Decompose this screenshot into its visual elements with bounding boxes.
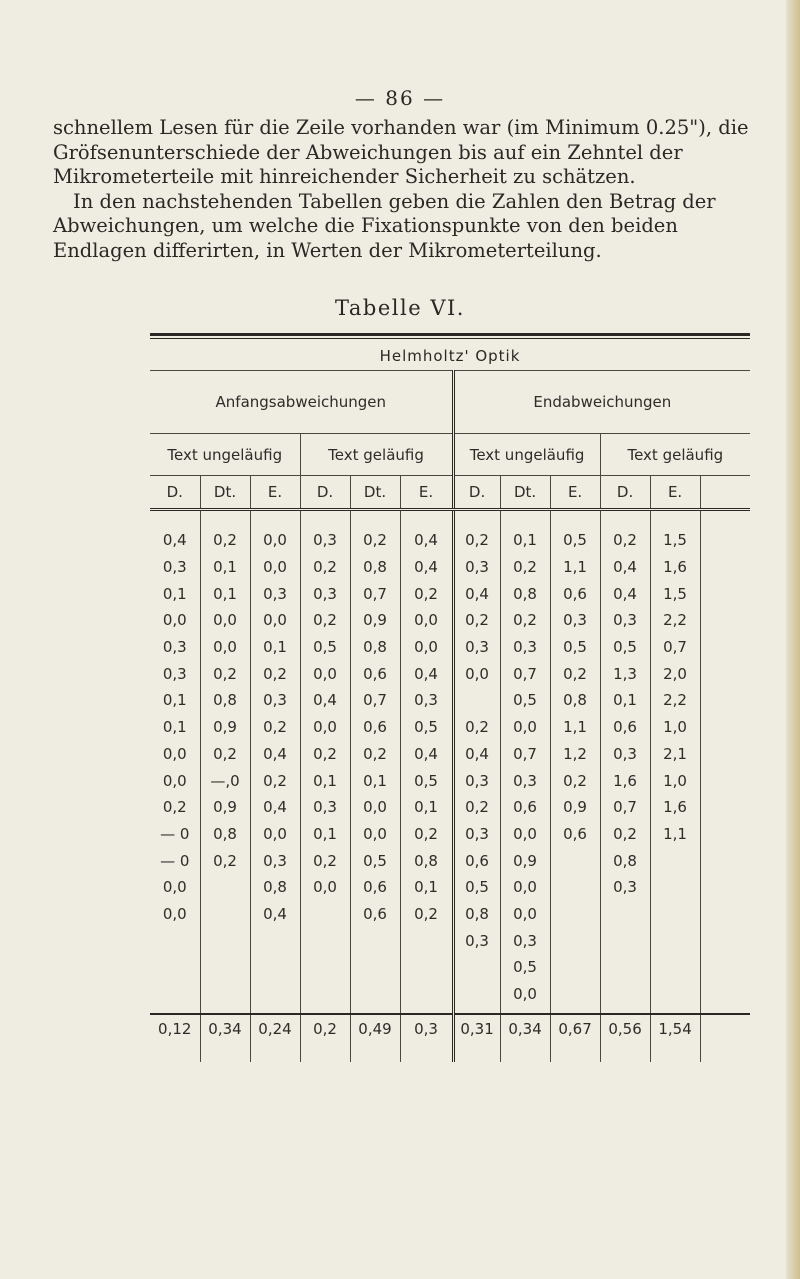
table-cell: 0,4 xyxy=(400,741,453,768)
table-cell xyxy=(650,874,700,901)
table-cell: 0,0 xyxy=(162,771,187,790)
total-cell: 0,2 xyxy=(300,1014,350,1062)
table-cell: 0,2 xyxy=(600,527,650,554)
total-cell: 0,67 xyxy=(550,1014,600,1062)
column-header: Dt. xyxy=(350,476,400,510)
table-cell: 0,8 xyxy=(500,580,550,607)
table-cell: 2,0 xyxy=(650,660,700,687)
table-cell: 0,3 xyxy=(162,664,187,683)
table-cell xyxy=(200,927,250,954)
table-cell: 0,7 xyxy=(600,794,650,821)
table-cell: 1,5 xyxy=(650,527,700,554)
table-cell: 0,0 xyxy=(500,874,550,901)
table-cell: 0,0 xyxy=(500,981,550,1008)
table-cell: 2,2 xyxy=(650,687,700,714)
table-cell xyxy=(700,847,750,874)
table-cell xyxy=(700,981,750,1008)
table-cell: 0,1 xyxy=(500,527,550,554)
subgroup-header-row xyxy=(150,434,750,476)
table-row xyxy=(150,660,750,687)
table-row xyxy=(150,794,750,821)
table-cell: 0,2 xyxy=(300,741,350,768)
column-header: D. xyxy=(150,476,200,510)
table-cell: 0,0 xyxy=(162,611,187,630)
column-header: D. xyxy=(300,476,350,510)
table-cell: 1,1 xyxy=(650,821,700,848)
table-row xyxy=(150,580,750,607)
table-cell: 0,4 xyxy=(250,901,300,928)
table-cell: 0,6 xyxy=(550,580,600,607)
table-cell: 0,5 xyxy=(600,634,650,661)
total-cell xyxy=(700,1014,750,1062)
data-table xyxy=(150,370,750,1062)
table-cell: 0,4 xyxy=(600,580,650,607)
table-cell: 0,2 xyxy=(550,660,600,687)
table-cell xyxy=(400,981,453,1008)
table-row xyxy=(150,554,750,581)
table-cell xyxy=(250,954,300,981)
table-cell: 0,8 xyxy=(550,687,600,714)
table-cell: 0,8 xyxy=(250,874,300,901)
table-cell: 0,0 xyxy=(400,607,453,634)
table-cell: 0,2 xyxy=(200,660,250,687)
table-row xyxy=(150,927,750,954)
table-cell: 0,6 xyxy=(350,874,400,901)
table-cell: 0,9 xyxy=(350,607,400,634)
column-header: E. xyxy=(400,476,453,510)
table-cell: 0,7 xyxy=(500,741,550,768)
table-cell: 0,9 xyxy=(200,794,250,821)
table-cell: 0,2 xyxy=(200,741,250,768)
table-cell: 2,1 xyxy=(650,741,700,768)
table-cell xyxy=(453,687,500,714)
subgroup-header: Text geläufig xyxy=(600,434,750,476)
table-cell xyxy=(700,741,750,768)
table-cell xyxy=(150,954,200,981)
total-cell: 0,56 xyxy=(600,1014,650,1062)
table-cell: 0,8 xyxy=(350,634,400,661)
table-cell: 0,0 xyxy=(400,634,453,661)
table-cell xyxy=(600,954,650,981)
table-cell xyxy=(650,901,700,928)
table-cell: 0,2 xyxy=(350,527,400,554)
table-cell: 0,4 xyxy=(600,554,650,581)
group-header-row xyxy=(150,371,750,434)
table-cell: 0,3 xyxy=(600,741,650,768)
table-cell: 0,0 xyxy=(453,660,500,687)
total-cell: 0,31 xyxy=(453,1014,500,1062)
paragraph: In den nachstehenden Tabellen geben die Zahlen den Betrag der Abweichungen, um welche die Fixationspunkte von den beiden Endlagen differirten, in Werten der Mikrometerteilung. xyxy=(53,189,716,262)
table-cell: 0,0 xyxy=(350,794,400,821)
subgroup-header: Text ungeläufig xyxy=(150,434,300,476)
table-cell: 0,7 xyxy=(650,634,700,661)
table-cell: 0,0 xyxy=(162,878,187,897)
table-cell xyxy=(453,981,500,1008)
subgroup-header: Text ungeläufig xyxy=(453,434,600,476)
table-cell xyxy=(453,954,500,981)
column-header xyxy=(700,476,750,510)
table-cell: 0,6 xyxy=(350,660,400,687)
table-cell: 0,3 xyxy=(300,527,350,554)
table-cell: 0,8 xyxy=(200,821,250,848)
body-text xyxy=(53,116,753,263)
table-cell xyxy=(200,874,250,901)
table-cell: 0,2 xyxy=(400,901,453,928)
table-cell xyxy=(350,981,400,1008)
table-cell: 0,0 xyxy=(350,821,400,848)
total-cell: 0,12 xyxy=(150,1014,200,1062)
table-cell xyxy=(300,981,350,1008)
table-cell xyxy=(700,767,750,794)
table-cell: 0,2 xyxy=(300,847,350,874)
table-heading: Helmholtz' Optik xyxy=(379,347,521,365)
table-title: Tabelle VI. xyxy=(335,296,465,320)
table-cell: 0,3 xyxy=(250,580,300,607)
table-cell: 0,1 xyxy=(300,767,350,794)
table-cell: 0,3 xyxy=(250,687,300,714)
column-header: E. xyxy=(650,476,700,510)
table-cell xyxy=(700,634,750,661)
table-cell xyxy=(200,901,250,928)
table-cell: 0,3 xyxy=(453,554,500,581)
table-cell: 0,3 xyxy=(453,767,500,794)
table-cell: 0,2 xyxy=(400,580,453,607)
table-cell: 0,3 xyxy=(550,607,600,634)
table-cell: 0,9 xyxy=(200,714,250,741)
table-cell: 1,2 xyxy=(550,741,600,768)
table-cell xyxy=(550,954,600,981)
table-cell xyxy=(550,981,600,1008)
table-cell: 0,4 xyxy=(400,554,453,581)
table-cell xyxy=(700,714,750,741)
table-cell: — 0 xyxy=(160,851,190,870)
table-cell xyxy=(650,927,700,954)
table-cell: 0,5 xyxy=(500,687,550,714)
table-row xyxy=(150,901,750,928)
table-cell: 0,5 xyxy=(500,954,550,981)
page-edge xyxy=(786,0,800,1279)
table-cell: 0,0 xyxy=(300,714,350,741)
table-cell xyxy=(650,847,700,874)
table-cell xyxy=(350,954,400,981)
table-cell: —,0 xyxy=(200,767,250,794)
table-cell xyxy=(200,954,250,981)
table-cell: 0,3 xyxy=(300,580,350,607)
table-cell: 0,1 xyxy=(400,874,453,901)
table-cell xyxy=(700,554,750,581)
table-cell xyxy=(150,927,200,954)
table-cell: 0,5 xyxy=(350,847,400,874)
table-cell xyxy=(550,927,600,954)
table-cell: 0,0 xyxy=(200,634,250,661)
spacer-row xyxy=(150,510,750,528)
table-cell: 1,1 xyxy=(550,714,600,741)
table-row xyxy=(150,954,750,981)
table-cell: 0,4 xyxy=(250,741,300,768)
table-cell: 0,8 xyxy=(200,687,250,714)
table-cell: 0,8 xyxy=(350,554,400,581)
table-cell xyxy=(400,954,453,981)
table-cell xyxy=(150,981,200,1008)
totals-row xyxy=(150,1014,750,1062)
table-cell xyxy=(250,981,300,1008)
table-cell: — 0 xyxy=(160,824,190,843)
table-cell: 0,7 xyxy=(350,687,400,714)
table-cell xyxy=(700,527,750,554)
table-cell: 1,5 xyxy=(650,580,700,607)
table-cell: 0,3 xyxy=(500,927,550,954)
table-cell: 0,3 xyxy=(500,634,550,661)
table-cell: 0,1 xyxy=(300,821,350,848)
total-cell: 0,3 xyxy=(400,1014,453,1062)
table-cell: 0,6 xyxy=(453,847,500,874)
table-cell: 1,6 xyxy=(650,794,700,821)
table-cell xyxy=(700,580,750,607)
subgroup-header: Text geläufig xyxy=(300,434,453,476)
table-row xyxy=(150,847,750,874)
column-header: E. xyxy=(550,476,600,510)
table-cell: 0,2 xyxy=(550,767,600,794)
table-cell: 1,0 xyxy=(650,714,700,741)
table-cell: 0,4 xyxy=(400,527,453,554)
column-header-row xyxy=(150,476,750,510)
table-cell: 0,0 xyxy=(500,901,550,928)
table-cell xyxy=(650,981,700,1008)
table-cell: 0,0 xyxy=(250,607,300,634)
total-cell: 0,34 xyxy=(500,1014,550,1062)
table-cell xyxy=(350,927,400,954)
table-cell xyxy=(700,794,750,821)
table-cell: 0,1 xyxy=(162,691,187,710)
table-cell: 0,3 xyxy=(600,874,650,901)
table-cell: 1,1 xyxy=(550,554,600,581)
table-cell: 0,2 xyxy=(350,741,400,768)
total-cell: 0,34 xyxy=(200,1014,250,1062)
table-cell xyxy=(700,874,750,901)
table-cell: 0,0 xyxy=(300,660,350,687)
table-cell: 0,4 xyxy=(453,580,500,607)
table-cell: 0,2 xyxy=(300,554,350,581)
table-cell: 2,2 xyxy=(650,607,700,634)
table-row xyxy=(150,874,750,901)
column-header: Dt. xyxy=(200,476,250,510)
table-cell: 0,4 xyxy=(453,741,500,768)
table-cell xyxy=(700,954,750,981)
table-cell: 0,0 xyxy=(300,874,350,901)
table-body xyxy=(150,510,750,1063)
table-cell: 0,1 xyxy=(400,794,453,821)
table-cell xyxy=(600,981,650,1008)
table-cell: 0,3 xyxy=(162,638,187,657)
table-cell: 0,1 xyxy=(350,767,400,794)
table-row xyxy=(150,741,750,768)
table-cell: 0,2 xyxy=(500,554,550,581)
table-cell xyxy=(700,821,750,848)
table-row xyxy=(150,687,750,714)
table-cell: 0,3 xyxy=(250,847,300,874)
table-cell: 0,0 xyxy=(162,904,187,923)
table-cell: 0,0 xyxy=(500,714,550,741)
total-cell: 0,24 xyxy=(250,1014,300,1062)
column-header: D. xyxy=(600,476,650,510)
table-cell: 0,8 xyxy=(400,847,453,874)
table-cell: 0,0 xyxy=(200,607,250,634)
table-top-rule xyxy=(150,333,750,336)
table-cell: 0,4 xyxy=(300,687,350,714)
table-cell: 1,3 xyxy=(600,660,650,687)
table-row xyxy=(150,714,750,741)
table-cell: 0,8 xyxy=(453,901,500,928)
table-cell: 0,3 xyxy=(453,821,500,848)
table-cell: 0,7 xyxy=(350,580,400,607)
table-top-rule-thin xyxy=(150,338,750,339)
table-cell xyxy=(550,847,600,874)
table-cell: 0,4 xyxy=(162,531,187,550)
table-row xyxy=(150,981,750,1008)
table-cell xyxy=(700,660,750,687)
group-header: Anfangsabweichungen xyxy=(150,371,453,434)
table-cell: 0,0 xyxy=(250,554,300,581)
table-cell: 0,2 xyxy=(200,847,250,874)
table-cell: 0,6 xyxy=(500,794,550,821)
table-cell xyxy=(600,927,650,954)
table-cell: 0,0 xyxy=(162,744,187,763)
table-row xyxy=(150,634,750,661)
table-cell: 0,3 xyxy=(453,634,500,661)
table-cell: 0,5 xyxy=(550,527,600,554)
table-cell xyxy=(700,687,750,714)
table-cell: 0,3 xyxy=(500,767,550,794)
table-cell xyxy=(400,927,453,954)
table-cell: 0,2 xyxy=(250,660,300,687)
table-cell: 0,6 xyxy=(550,821,600,848)
table-cell: 0,2 xyxy=(400,821,453,848)
page-number: — 86 — xyxy=(354,86,446,110)
table-cell: 0,0 xyxy=(500,821,550,848)
table-cell: 0,8 xyxy=(600,847,650,874)
table-cell: 0,9 xyxy=(500,847,550,874)
table-cell xyxy=(700,927,750,954)
table-cell: 0,3 xyxy=(400,687,453,714)
table-cell: 0,2 xyxy=(600,821,650,848)
table-cell: 1,6 xyxy=(650,554,700,581)
table-cell: 0,4 xyxy=(400,660,453,687)
table-row xyxy=(150,527,750,554)
group-header: Endabweichungen xyxy=(453,371,750,434)
table-cell xyxy=(600,901,650,928)
table-cell: 0,6 xyxy=(350,901,400,928)
table-cell: 0,2 xyxy=(453,714,500,741)
table-cell xyxy=(550,901,600,928)
table-cell: 0,4 xyxy=(250,794,300,821)
table-cell xyxy=(300,901,350,928)
column-header: E. xyxy=(250,476,300,510)
table-cell xyxy=(700,901,750,928)
table-cell: 0,2 xyxy=(250,767,300,794)
table-cell: 0,2 xyxy=(453,527,500,554)
table-cell xyxy=(250,927,300,954)
table-cell: 0,0 xyxy=(250,527,300,554)
table-cell: 0,3 xyxy=(300,794,350,821)
table-cell xyxy=(200,981,250,1008)
table-cell: 0,1 xyxy=(162,584,187,603)
table-row xyxy=(150,821,750,848)
table-cell: 0,5 xyxy=(400,767,453,794)
table-cell: 0,6 xyxy=(350,714,400,741)
table-cell: 0,3 xyxy=(162,558,187,577)
table-cell: 0,2 xyxy=(300,607,350,634)
table-cell: 0,2 xyxy=(200,527,250,554)
spacer-row xyxy=(150,1007,750,1014)
table-cell: 0,2 xyxy=(250,714,300,741)
table-cell: 0,1 xyxy=(250,634,300,661)
table-cell: 1,6 xyxy=(600,767,650,794)
table-cell: 0,5 xyxy=(550,634,600,661)
table-cell: 0,2 xyxy=(500,607,550,634)
table-row xyxy=(150,607,750,634)
table-cell: 0,1 xyxy=(600,687,650,714)
paragraph: schnellem Lesen für die Zeile vorhanden war (im Minimum 0.25"), die Gröfsenunterschiede der Abweichungen bis auf ein Zehntel der Mikrometerteile mit hinreichender Sicherheit zu schätzen. xyxy=(53,116,749,188)
table-cell: 0,2 xyxy=(453,607,500,634)
table-cell: 0,9 xyxy=(550,794,600,821)
table-cell: 0,5 xyxy=(453,874,500,901)
table-cell xyxy=(300,954,350,981)
table-cell: 0,1 xyxy=(200,554,250,581)
table-cell xyxy=(550,874,600,901)
table-cell: 0,2 xyxy=(453,794,500,821)
table-cell xyxy=(650,954,700,981)
table-cell: 1,0 xyxy=(650,767,700,794)
table-cell: 0,3 xyxy=(600,607,650,634)
table-cell: 0,5 xyxy=(300,634,350,661)
table-row xyxy=(150,767,750,794)
table-cell: 0,0 xyxy=(250,821,300,848)
total-cell: 1,54 xyxy=(650,1014,700,1062)
table-cell: 0,2 xyxy=(162,798,187,817)
table-cell: 0,6 xyxy=(600,714,650,741)
table-cell: 0,7 xyxy=(500,660,550,687)
table-cell xyxy=(700,607,750,634)
column-header: D. xyxy=(453,476,500,510)
table-cell: 0,1 xyxy=(162,718,187,737)
total-cell: 0,49 xyxy=(350,1014,400,1062)
table-cell: 0,5 xyxy=(400,714,453,741)
column-header: Dt. xyxy=(500,476,550,510)
table-cell xyxy=(300,927,350,954)
table-cell: 0,1 xyxy=(200,580,250,607)
table-cell: 0,3 xyxy=(453,927,500,954)
